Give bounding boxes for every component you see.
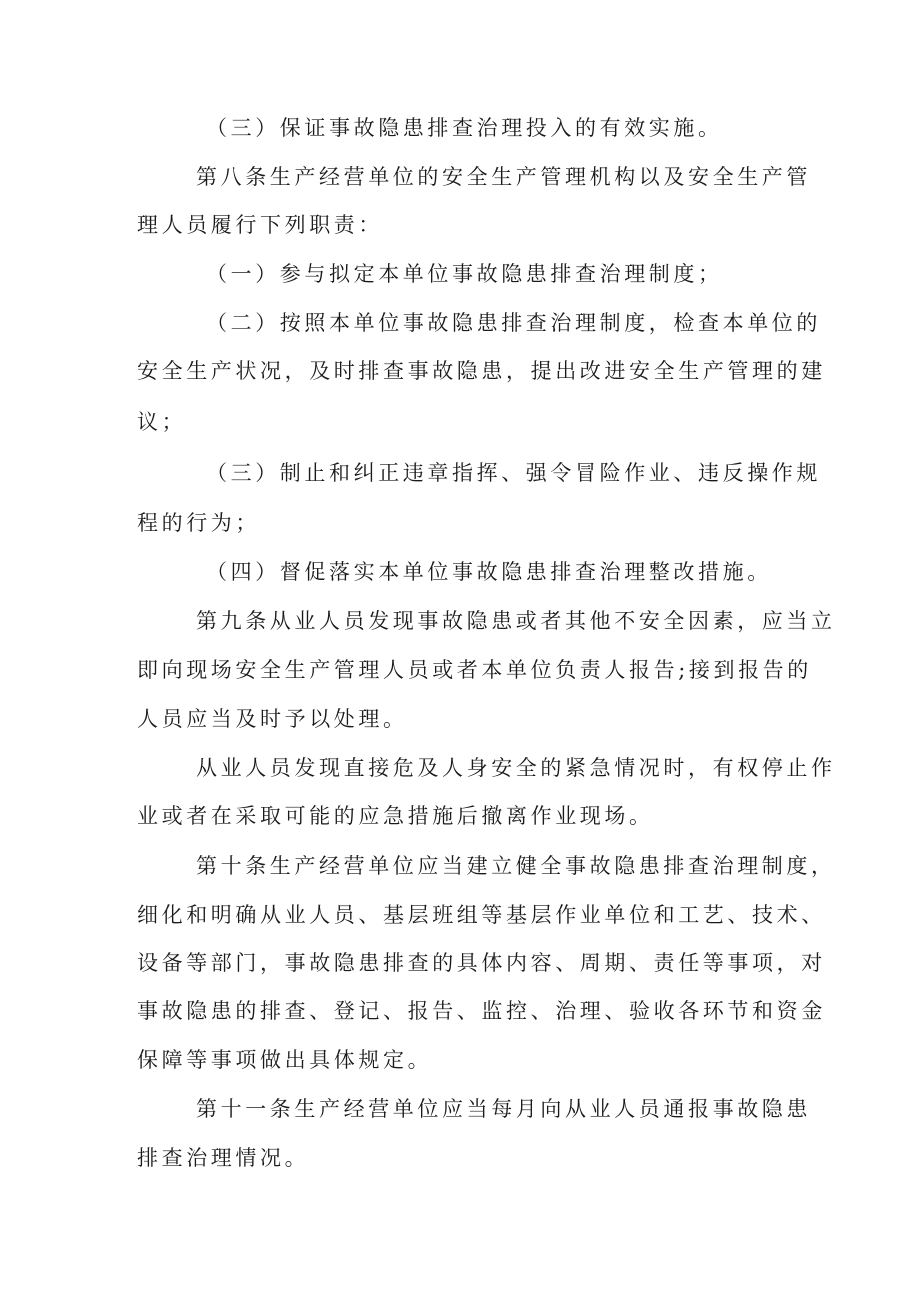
paragraph-line: 从业人员发现直接危及人身安全的紧急情况时，有权停止作 bbox=[196, 756, 836, 780]
paragraph-line: 细化和明确从业人员、基层班组等基层作业单位和工艺、技术、 bbox=[137, 903, 826, 927]
paragraph-line: （一）参与拟定本单位事故隐患排查治理制度； bbox=[206, 262, 723, 286]
paragraph-line: 业或者在采取可能的应急措施后撤离作业现场。 bbox=[137, 804, 654, 828]
article-heading-line: 第十一条生产经营单位应当每月向从业人员通报事故隐患 bbox=[196, 1097, 811, 1121]
paragraph-line: （三）制止和纠正违章指挥、强令冒险作业、违反操作规 bbox=[206, 461, 821, 485]
paragraph-line: 安全生产状况，及时排查事故隐患，提出改进安全生产管理的建 bbox=[137, 359, 826, 383]
paragraph-line: 即向现场安全生产管理人员或者本单位负责人报告;接到报告的 bbox=[137, 658, 812, 682]
paragraph-line: 设备等部门，事故隐患排查的具体内容、周期、责任等事项，对 bbox=[137, 951, 826, 975]
paragraph-line: 程的行为； bbox=[137, 511, 260, 535]
article-heading-line: 第九条从业人员发现事故隐患或者其他不安全因素，应当立 bbox=[196, 609, 836, 633]
article-heading-line: 第八条生产经营单位的安全生产管理机构以及安全生产管 bbox=[196, 165, 811, 189]
paragraph-line: （二）按照本单位事故隐患排查治理制度，检查本单位的 bbox=[206, 311, 821, 335]
paragraph-line: 事故隐患的排查、登记、报告、监控、治理、验收各环节和资金 bbox=[137, 999, 826, 1023]
paragraph-line: 保障等事项做出具体规定。 bbox=[137, 1048, 433, 1072]
paragraph-line: 人员应当及时予以处理。 bbox=[137, 707, 408, 731]
paragraph-line: （三）保证事故隐患排查治理投入的有效实施。 bbox=[206, 116, 723, 140]
article-heading-line: 第十条生产经营单位应当建立健全事故隐患排查治理制度， bbox=[196, 854, 836, 878]
paragraph-line: 议； bbox=[137, 410, 187, 434]
paragraph-line: 理人员履行下列职责： bbox=[137, 213, 383, 237]
paragraph-line: 排查治理情况。 bbox=[137, 1146, 310, 1170]
paragraph-line: （四）督促落实本单位事故隐患排查治理整改措施。 bbox=[206, 560, 772, 584]
